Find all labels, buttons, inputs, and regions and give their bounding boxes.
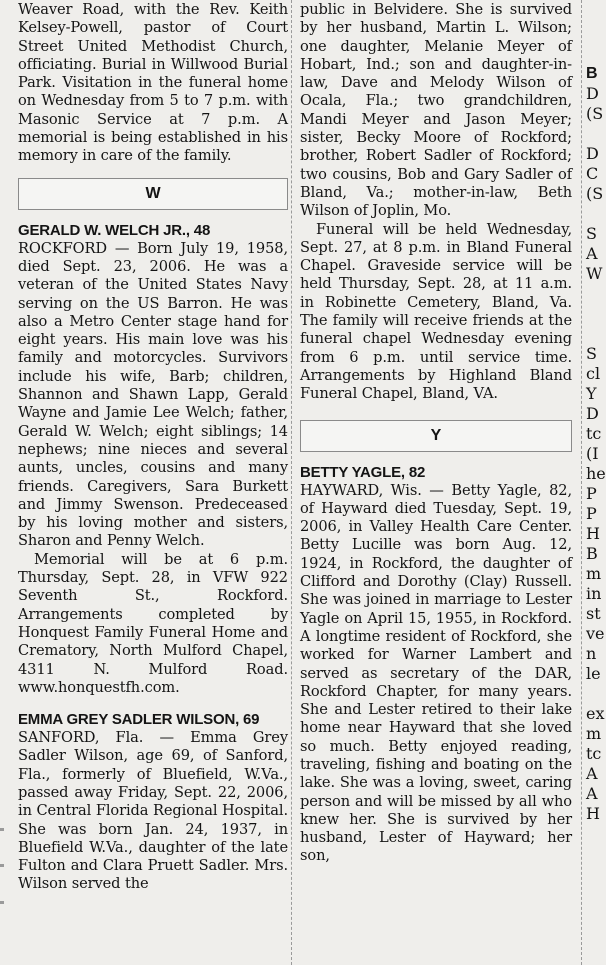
obituary-continuation-text: public in Belvidere. She is survived by her husband, Martin L. Wilson; one daughter, Melanie Meyer of Hobart, Ind.; son and daughter-in-law, Dave and Melody Wilson of Ocala, Fla.; two grandchildren, Mandi Meyer and Jason Meyer; sister, Becky Moore of Rockford; brother, Robert Sadler of Rockford; two cousins, Bob and Gary Sadler of Bland, Va.; mother-in-law, Beth Wilson of Joplin, Mo. bbox=[300, 1, 572, 220]
section-letter: W bbox=[145, 184, 161, 202]
cropped-line: S bbox=[586, 344, 597, 363]
obituary-text: HAYWARD, Wis. — Betty Yagle, 82, of Hayward died Tuesday, Sept. 19, 2006, in Valley Health Care Center. Betty Lucille was born Aug. 12, 1924, in Rockford, the daughter of Clifford and Dorothy (Clay) Russell. She was joined in marriage to Lester Yagle on April 15, 1955, in Rockford. A longtime resident of Rockford, she worked for Warner Lambert and served as secretary of the DAR, Rockford Chapter, for many years. She and Lester retired to their lake home near Hayward that she loved so much. Betty enjoyed reading, traveling, fishing and boating on the lake. She was a loving, sweet, caring person and will be missed by all who knew her. She is survived by her husband, Lester of Hayward; her son, bbox=[300, 481, 572, 865]
cropped-line: Y bbox=[586, 384, 597, 403]
cropped-line bbox=[586, 284, 606, 304]
column-rule bbox=[581, 0, 582, 965]
cropped-line: D bbox=[586, 404, 599, 423]
obituary-name: EMMA GREY SADLER WILSON, 69 bbox=[18, 711, 260, 729]
cropped-line: in bbox=[586, 584, 602, 603]
cropped-text-lines bbox=[586, 64, 606, 824]
cropped-line bbox=[586, 324, 606, 344]
cropped-line: D bbox=[586, 84, 599, 103]
margin-mark bbox=[0, 828, 4, 831]
obituary-continuation-text: Weaver Road, with the Rev. Keith Kelsey-Powell, pastor of Court Street United Methodist Church, officiating. Burial in Willwood Burial Park. Visitation in the funeral home on Wednesday from 5 to 7 p.m. with Masonic Service at 7 p.m. A memorial is being established in his memory in care of the family. bbox=[18, 1, 288, 165]
cropped-line: A bbox=[586, 784, 598, 803]
cropped-line: C bbox=[586, 164, 599, 183]
cropped-line: P bbox=[586, 484, 597, 503]
section-divider-w bbox=[18, 178, 288, 210]
column-middle bbox=[300, 0, 572, 866]
cropped-line: B bbox=[586, 65, 598, 82]
obituary-name: BETTY YAGLE, 82 bbox=[300, 463, 426, 481]
margin-mark bbox=[0, 901, 4, 904]
cropped-line: n bbox=[586, 644, 597, 663]
cropped-line bbox=[586, 304, 606, 324]
cropped-line: m bbox=[586, 724, 602, 743]
column-rule bbox=[291, 0, 292, 965]
cropped-line: P bbox=[586, 504, 597, 523]
cropped-line: tc bbox=[586, 424, 602, 443]
cropped-line: A bbox=[586, 244, 598, 263]
cropped-line: ve bbox=[586, 624, 605, 643]
cropped-line: ex bbox=[586, 704, 605, 723]
cropped-line: A bbox=[586, 764, 598, 783]
cropped-line bbox=[586, 204, 606, 224]
column-right-cropped bbox=[586, 64, 606, 824]
obituary-text: ROCKFORD — Born July 19, 1958, died Sept. 23, 2006. He was a veteran of the United States Navy serving on the US Barron. He was also a Metro Center stage hand for eight years. His main love was his family and motorcycles. Survivors include his wife, Barb; children, Shannon and Shawn Lapp, Gerald Wayne and Jamie Lee Welch; father, Gerald W. Welch; eight siblings; 14 nephews; nine nieces and several aunts, uncles, cousins and many friends. Caregivers, Sara Burkett and Jimmy Swenson. Predeceased by his loving mother and sisters, Sharon and Penny Welch. bbox=[18, 239, 288, 550]
obituary-text: Funeral will be held Wednesday, Sept. 27, at 8 p.m. in Bland Funeral Chapel. Graveside service will be held Thursday, Sept. 28, at 11 a.m. in Robinette Cemetery, Bland, Va. The family will receive friends at the funeral chapel Wednesday evening from 6 p.m. until service time. Arrangements by Highland Bland Funeral Chapel, Bland, VA. bbox=[300, 220, 572, 403]
cropped-line bbox=[586, 124, 606, 144]
cropped-line: H bbox=[586, 524, 600, 543]
cropped-line: (S bbox=[586, 104, 604, 123]
cropped-line: (I bbox=[586, 444, 599, 463]
cropped-line: B bbox=[586, 544, 598, 563]
cropped-line: tc bbox=[586, 744, 602, 763]
cropped-line: W bbox=[586, 264, 603, 283]
cropped-line: H bbox=[586, 804, 600, 823]
column-left bbox=[18, 0, 288, 894]
cropped-line bbox=[586, 684, 606, 704]
cropped-line: D bbox=[586, 144, 599, 163]
cropped-line: le bbox=[586, 664, 601, 683]
cropped-line: st bbox=[586, 604, 601, 623]
obituary-name: GERALD W. WELCH JR., 48 bbox=[18, 221, 211, 239]
section-divider-y bbox=[300, 420, 572, 452]
cropped-line: cl bbox=[586, 364, 601, 383]
section-letter: Y bbox=[430, 426, 442, 444]
cropped-line: S bbox=[586, 224, 597, 243]
margin-mark bbox=[0, 864, 4, 867]
obituary-text: SANFORD, Fla. — Emma Grey Sadler Wilson, age 69, of Sanford, Fla., formerly of Bluefield, W.Va., passed away Friday, Sept. 22, 2006, in Central Florida Regional Hospital. She was born Jan. 24, 1937, in Bluefield W.Va., daughter of the late Fulton and Clara Pruett Sadler. Mrs. Wilson served the bbox=[18, 729, 288, 893]
cropped-line: he bbox=[586, 464, 606, 483]
cropped-line: (S bbox=[586, 184, 604, 203]
cropped-line: m bbox=[586, 564, 602, 583]
obituary-text: Memorial will be at 6 p.m. Thursday, Sept. 28, in VFW 922 Seventh St., Rockford. Arrangements completed by Honquest Family Funeral Home and Crematory, North Mulford Chapel, 4311 N. Mulford Road. www.honquestfh.com. bbox=[18, 550, 288, 696]
